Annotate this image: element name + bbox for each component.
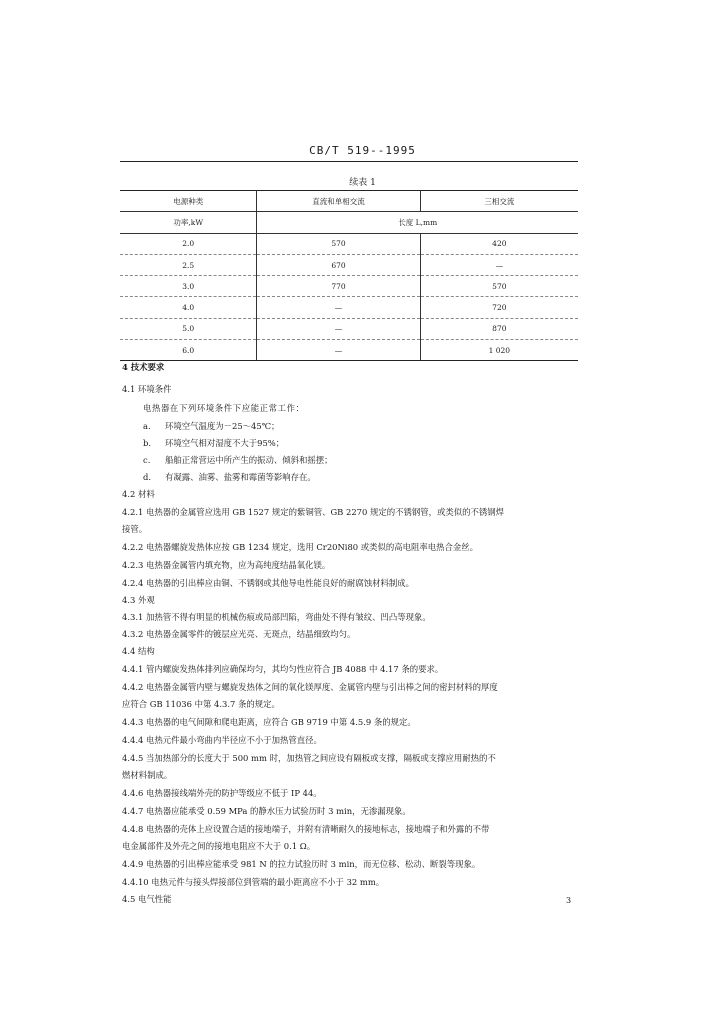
spec-table [120, 190, 578, 361]
list-item-text: 环境空气温度为－25～45℃； [165, 421, 280, 431]
clause-4-4-5-cont: 燃材料制成。 [122, 770, 173, 780]
clause-4-4-5: 4.4.5 当加热部分的长度大于 500 mm 时，加热管之间应设有隔板或支撑，隔板或支撑应用耐热的不 [122, 753, 496, 763]
list-item-text: 有凝露、油雾、盐雾和霉菌等影响存在。 [165, 472, 316, 482]
clause-4-2-2: 4.2.2 电热器螺旋发热体应按 GB 1234 规定，选用 Cr20Ni80 或类似的高电阻率电热合金丝。 [122, 542, 479, 552]
clause-4-2-4: 4.2.4 电热器的引出棒应由铜、不锈钢或其他导电性能良好的耐腐蚀材料制成。 [122, 578, 414, 588]
dc-length-cell: 570 [257, 233, 420, 254]
dc-length-cell: — [257, 340, 420, 361]
list-item [143, 438, 284, 449]
table-caption: 续表 1 [349, 178, 376, 188]
three-phase-length-cell: 570 [420, 276, 578, 297]
power-cell: 3.0 [120, 276, 257, 297]
clause-4-4-4: 4.4.4 电热元件最小弯曲内半径应不小于加热管直径。 [122, 735, 322, 745]
list-item [143, 472, 316, 483]
clause-4-4-10: 4.4.10 电热元件与接头焊接部位到管端的最小距离应不小于 32 mm。 [122, 877, 385, 887]
table-row [120, 297, 578, 318]
list-item-text: 船舶正常营运中所产生的振动、倾斜和摇摆； [165, 455, 333, 465]
power-cell: 5.0 [120, 318, 257, 339]
table-row [120, 340, 578, 361]
col-header-three-phase: 三相交流 [420, 191, 578, 212]
table-header-row [120, 191, 578, 212]
section-4-title: 4 技术要求 [122, 362, 165, 372]
clause-4-4-8-cont: 电金属部件及外壳之间的接地电阻应不大于 0.1 Ω。 [122, 841, 316, 851]
section-4-2-title: 4.2 材料 [122, 489, 155, 499]
list-item-mark: b. [143, 438, 152, 448]
list-item [143, 455, 333, 466]
table-row [120, 276, 578, 297]
page-number: 3 [566, 896, 572, 905]
section-4-1-intro: 电热器在下列环境条件下应能正常工作： [143, 403, 305, 413]
table-row [120, 254, 578, 275]
section-4-4-title: 4.4 结构 [122, 646, 155, 656]
list-item-mark: a. [143, 421, 151, 431]
clause-4-4-2-cont: 应符合 GB 11036 中第 4.3.7 条的规定。 [122, 699, 280, 709]
list-item-mark: d. [143, 472, 152, 482]
power-cell: 2.0 [120, 233, 257, 254]
col-header-dc-single-phase: 直流和单相交流 [257, 191, 420, 212]
power-cell: 2.5 [120, 254, 257, 275]
table-subheader-row [120, 212, 578, 233]
list-item-text: 环境空气相对湿度不大于95%； [165, 438, 285, 448]
clause-4-3-2: 4.3.2 电热器金属零件的镀层应光亮、无斑点，结晶细致均匀。 [122, 629, 356, 639]
clause-4-2-1: 4.2.1 电热器的金属管应选用 GB 1527 规定的紫铜管、GB 2270 规定的不锈钢管，或类似的不锈钢焊 [122, 507, 504, 517]
section-4-3-title: 4.3 外观 [122, 595, 155, 605]
header-rule [120, 161, 578, 162]
table-row [120, 318, 578, 339]
clause-4-2-1-cont: 接管。 [122, 524, 148, 534]
clause-4-2-3: 4.2.3 电热器金属管内填充物，应为高纯度结晶氧化镁。 [122, 560, 331, 570]
clause-4-4-7: 4.4.7 电热器应能承受 0.59 MPa 的静水压力试验历时 3 min，无渗漏现象。 [122, 806, 411, 816]
clause-4-4-3: 4.4.3 电热器的电气间隙和爬电距离，应符合 GB 9719 中第 4.5.9 条的规定。 [122, 717, 416, 727]
clause-4-4-6: 4.4.6 电热器接线端外壳的防护等级应不低于 IP 44。 [122, 788, 322, 798]
dc-length-cell: 770 [257, 276, 420, 297]
clause-4-4-2: 4.4.2 电热器金属管内壁与螺旋发热体之间的氧化镁厚度、金属管内壁与引出棒之间的密封材料的厚度 [122, 682, 498, 692]
table-row [120, 233, 578, 254]
section-4-5-title: 4.5 电气性能 [122, 894, 172, 904]
three-phase-length-cell: 420 [420, 233, 578, 254]
col-header-power-type: 电源种类 [120, 191, 257, 212]
three-phase-length-cell: 1 020 [420, 340, 578, 361]
clause-4-4-1: 4.4.1 管内螺旋发热体排列应确保均匀，其均匀性应符合 JB 4088 中 4.17 条的要求。 [122, 664, 444, 674]
three-phase-length-cell: — [420, 254, 578, 275]
standard-code-header: CB/T 519--1995 [309, 144, 416, 157]
list-item-mark: c. [143, 455, 151, 465]
power-label: 功率,kW [120, 212, 257, 233]
power-cell: 6.0 [120, 340, 257, 361]
section-4-1-title: 4.1 环境条件 [122, 384, 172, 394]
dc-length-cell: — [257, 297, 420, 318]
dc-length-cell: 670 [257, 254, 420, 275]
clause-4-3-1: 4.3.1 加热管不得有明显的机械伤痕或局部凹陷，弯曲处不得有皱纹、凹凸等现象。 [122, 612, 431, 622]
clause-4-4-9: 4.4.9 电热器的引出棒应能承受 981 N 的拉力试验历时 3 min，而无位移、松动、断裂等现象。 [122, 859, 481, 869]
power-cell: 4.0 [120, 297, 257, 318]
three-phase-length-cell: 870 [420, 318, 578, 339]
list-item [143, 421, 279, 432]
length-label: 长度 L,mm [257, 212, 578, 233]
dc-length-cell: — [257, 318, 420, 339]
clause-4-4-8: 4.4.8 电热器的壳体上应设置合适的接地端子，并附有清晰耐久的接地标志，接地端子和外露的不带 [122, 824, 490, 834]
three-phase-length-cell: 720 [420, 297, 578, 318]
